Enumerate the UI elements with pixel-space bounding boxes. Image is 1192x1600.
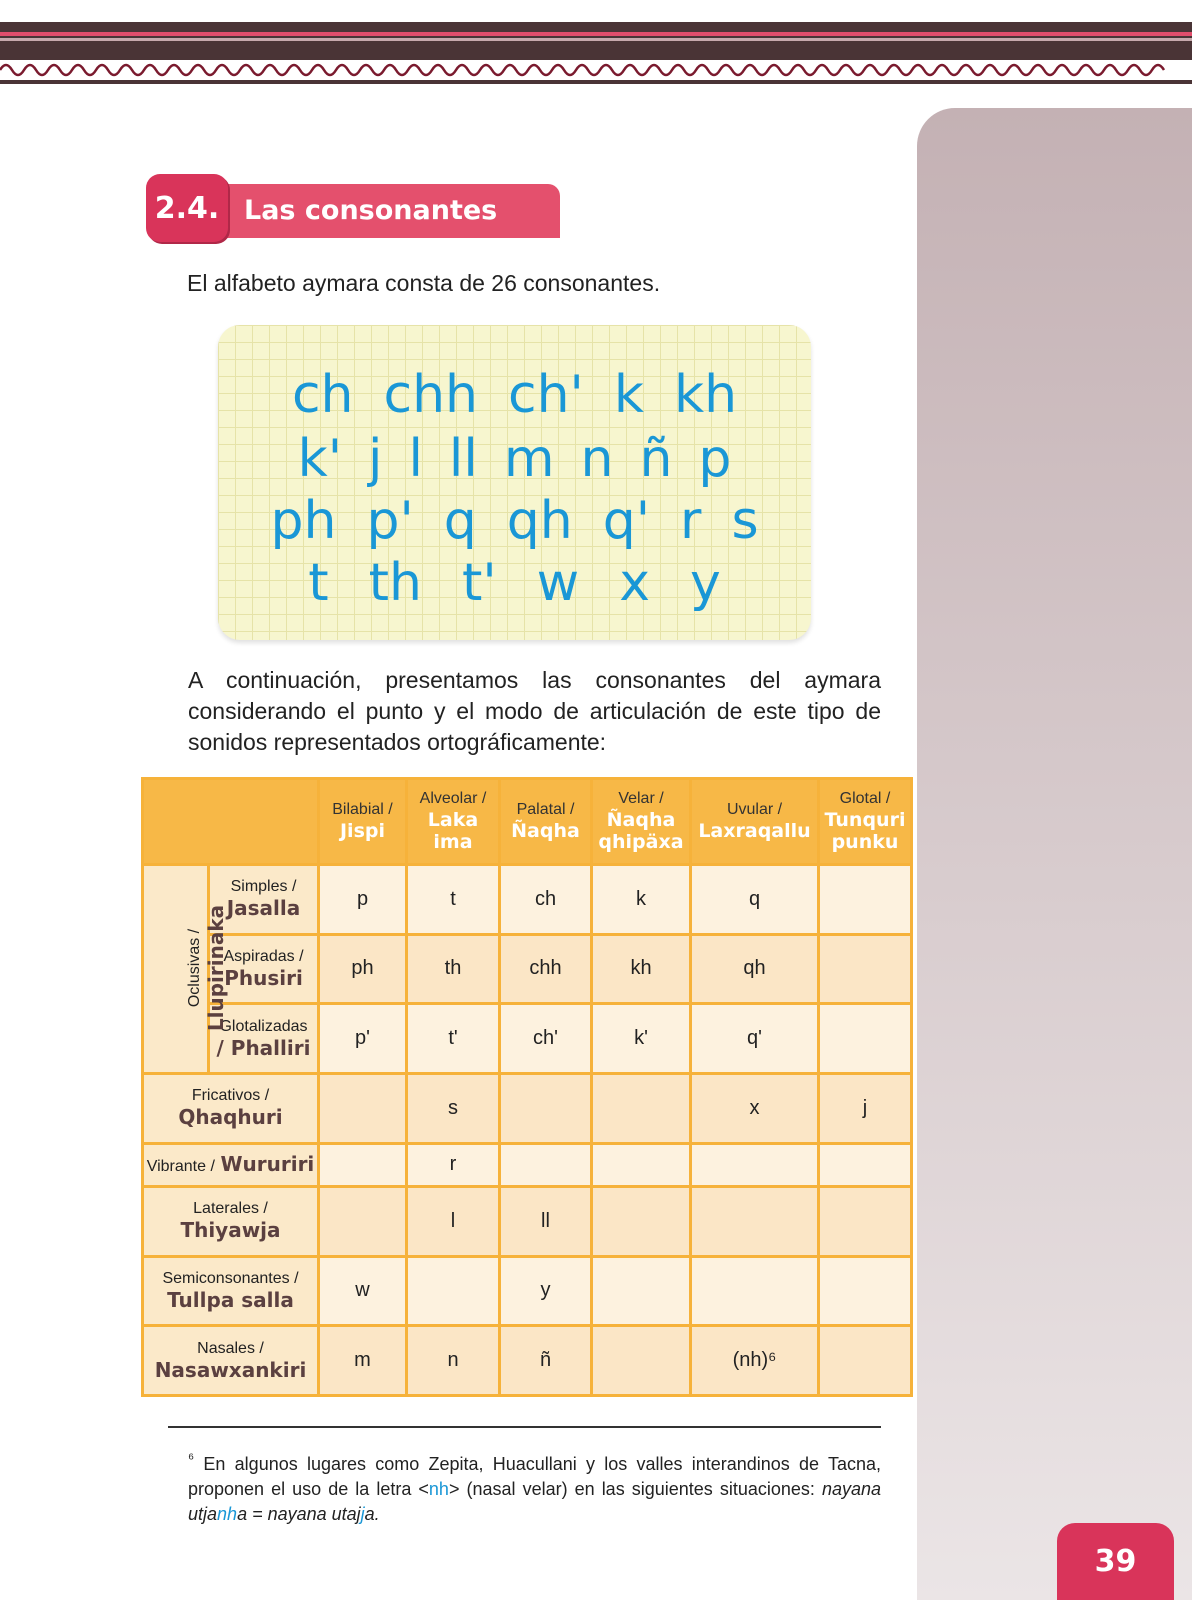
table-cell <box>691 1186 819 1256</box>
table-cell: t' <box>407 1004 500 1074</box>
consonant-table <box>141 777 913 1397</box>
letter: ñ <box>639 429 673 489</box>
table-cell <box>319 1186 407 1256</box>
page-number: 39 <box>1057 1523 1174 1600</box>
table-row <box>143 1073 912 1143</box>
table-cell <box>592 1186 691 1256</box>
letter: x <box>619 553 650 613</box>
table-cell: t <box>407 865 500 935</box>
table-row <box>143 865 912 935</box>
column-header: Palatal / Ñaqha <box>500 779 592 865</box>
row-label: Nasales / Nasawxankiri <box>143 1326 319 1396</box>
wave-pattern-icon <box>0 60 1192 80</box>
table-cell: ñ <box>500 1326 592 1396</box>
letter: t' <box>461 553 497 613</box>
letter: n <box>580 429 614 489</box>
table-cell <box>592 1326 691 1396</box>
table-cell: y <box>500 1256 592 1326</box>
table-cell <box>592 1143 691 1186</box>
table-cell: q <box>691 865 819 935</box>
footnote-divider <box>168 1426 881 1428</box>
table-cell: p <box>319 865 407 935</box>
intro-text: El alfabeto aymara consta de 26 consonantes. <box>187 270 661 296</box>
letter: w <box>536 553 580 613</box>
letter: chh <box>383 365 478 425</box>
table-cell <box>819 1186 912 1256</box>
footnote: $^{^6}$ En algunos lugares como Zepita, Huacullani y los valles interandinos de Tacna, proponen el uso de la letra <nh> (nasal velar) en las siguientes situaciones: nayana utjanha = nayana utajja. <box>188 1450 881 1524</box>
decorative-border <box>0 22 1192 84</box>
table-cell: th <box>407 934 500 1004</box>
table-cell <box>819 1004 912 1074</box>
table-cell <box>819 1326 912 1396</box>
letter: q <box>443 491 477 551</box>
table-cell: x <box>691 1073 819 1143</box>
table-cell <box>691 1256 819 1326</box>
letter: t <box>308 553 329 613</box>
letter: k <box>613 365 644 425</box>
letter-row <box>218 553 811 613</box>
row-label: Semiconsonantes / Tullpa salla <box>143 1256 319 1326</box>
table-cell: ph <box>319 934 407 1004</box>
table-cell <box>819 865 912 935</box>
side-panel <box>917 108 1192 1600</box>
table-row <box>143 1143 912 1186</box>
column-header: Velar / Ñaqha qhipäxa <box>592 779 691 865</box>
alphabet-card <box>218 325 811 640</box>
table-cell <box>819 1143 912 1186</box>
letter: ll <box>448 429 478 489</box>
letter: p' <box>366 491 414 551</box>
table-cell: chh <box>500 934 592 1004</box>
row-label: Simples / Jasalla <box>209 865 319 935</box>
table-cell: kh <box>592 934 691 1004</box>
table-cell: (nh)⁶ <box>691 1326 819 1396</box>
table-cell: n <box>407 1326 500 1396</box>
header-corner <box>143 779 319 865</box>
table-cell: r <box>407 1143 500 1186</box>
table-cell <box>319 1073 407 1143</box>
table-row <box>143 934 912 1004</box>
letter: m <box>503 429 555 489</box>
section-title: Las consonantes <box>210 184 560 238</box>
row-label: Fricativos / Qhaqhuri <box>143 1073 319 1143</box>
table-cell: j <box>819 1073 912 1143</box>
letter: y <box>689 553 721 613</box>
letter-row <box>218 365 811 425</box>
letter: s <box>731 491 759 551</box>
row-label: Glotalizadas / Phalliri <box>209 1004 319 1074</box>
body-paragraph: A continuación, presentamos las consonantes del aymara considerando el punto y el modo de articulación de este tipo de sonidos representados ortográficamente: <box>188 667 881 755</box>
table-cell: l <box>407 1186 500 1256</box>
table-row <box>143 1186 912 1256</box>
letter: q' <box>602 491 651 551</box>
table-cell: k <box>592 865 691 935</box>
column-header: Uvular / Laxraqallu <box>691 779 819 865</box>
row-label: Aspiradas / Phusiri <box>209 934 319 1004</box>
table-cell <box>500 1143 592 1186</box>
table-row <box>143 1256 912 1326</box>
column-header: Glotal / Tunquri punku <box>819 779 912 865</box>
letter: ch' <box>508 365 584 425</box>
letter-row <box>218 429 811 489</box>
table-cell <box>319 1143 407 1186</box>
column-header: Bilabial / Jispi <box>319 779 407 865</box>
letter: ph <box>270 491 337 551</box>
letter-row <box>218 491 811 551</box>
letter: kh <box>673 365 738 425</box>
table-cell: s <box>407 1073 500 1143</box>
table-cell <box>592 1073 691 1143</box>
letter: r <box>680 491 702 551</box>
table-cell: ll <box>500 1186 592 1256</box>
table-cell: w <box>319 1256 407 1326</box>
group-label: Oclusivas / Llupirinaka <box>143 865 209 1074</box>
table-cell <box>500 1073 592 1143</box>
table-cell <box>407 1256 500 1326</box>
table-cell: qh <box>691 934 819 1004</box>
table-cell: q' <box>691 1004 819 1074</box>
letter: th <box>368 553 422 613</box>
letter: k' <box>297 429 342 489</box>
section-number: 2.4. <box>146 174 228 242</box>
table-cell: k' <box>592 1004 691 1074</box>
table-cell: ch' <box>500 1004 592 1074</box>
letter: l <box>408 429 423 489</box>
table-cell: p' <box>319 1004 407 1074</box>
table-cell <box>691 1143 819 1186</box>
table-cell: m <box>319 1326 407 1396</box>
table-row <box>143 1004 912 1074</box>
letter: qh <box>506 491 573 551</box>
letter: p <box>698 429 732 489</box>
table-cell <box>592 1256 691 1326</box>
column-header: Alveolar / Laka ima <box>407 779 500 865</box>
row-label: Vibrante / Wururiri <box>143 1143 319 1186</box>
row-label: Laterales / Thiyawja <box>143 1186 319 1256</box>
table-row <box>143 1326 912 1396</box>
table-cell <box>819 934 912 1004</box>
table-cell: ch <box>500 865 592 935</box>
table-cell <box>819 1256 912 1326</box>
table-header-row <box>143 779 912 865</box>
letter: ch <box>291 365 354 425</box>
letter: j <box>368 429 383 489</box>
